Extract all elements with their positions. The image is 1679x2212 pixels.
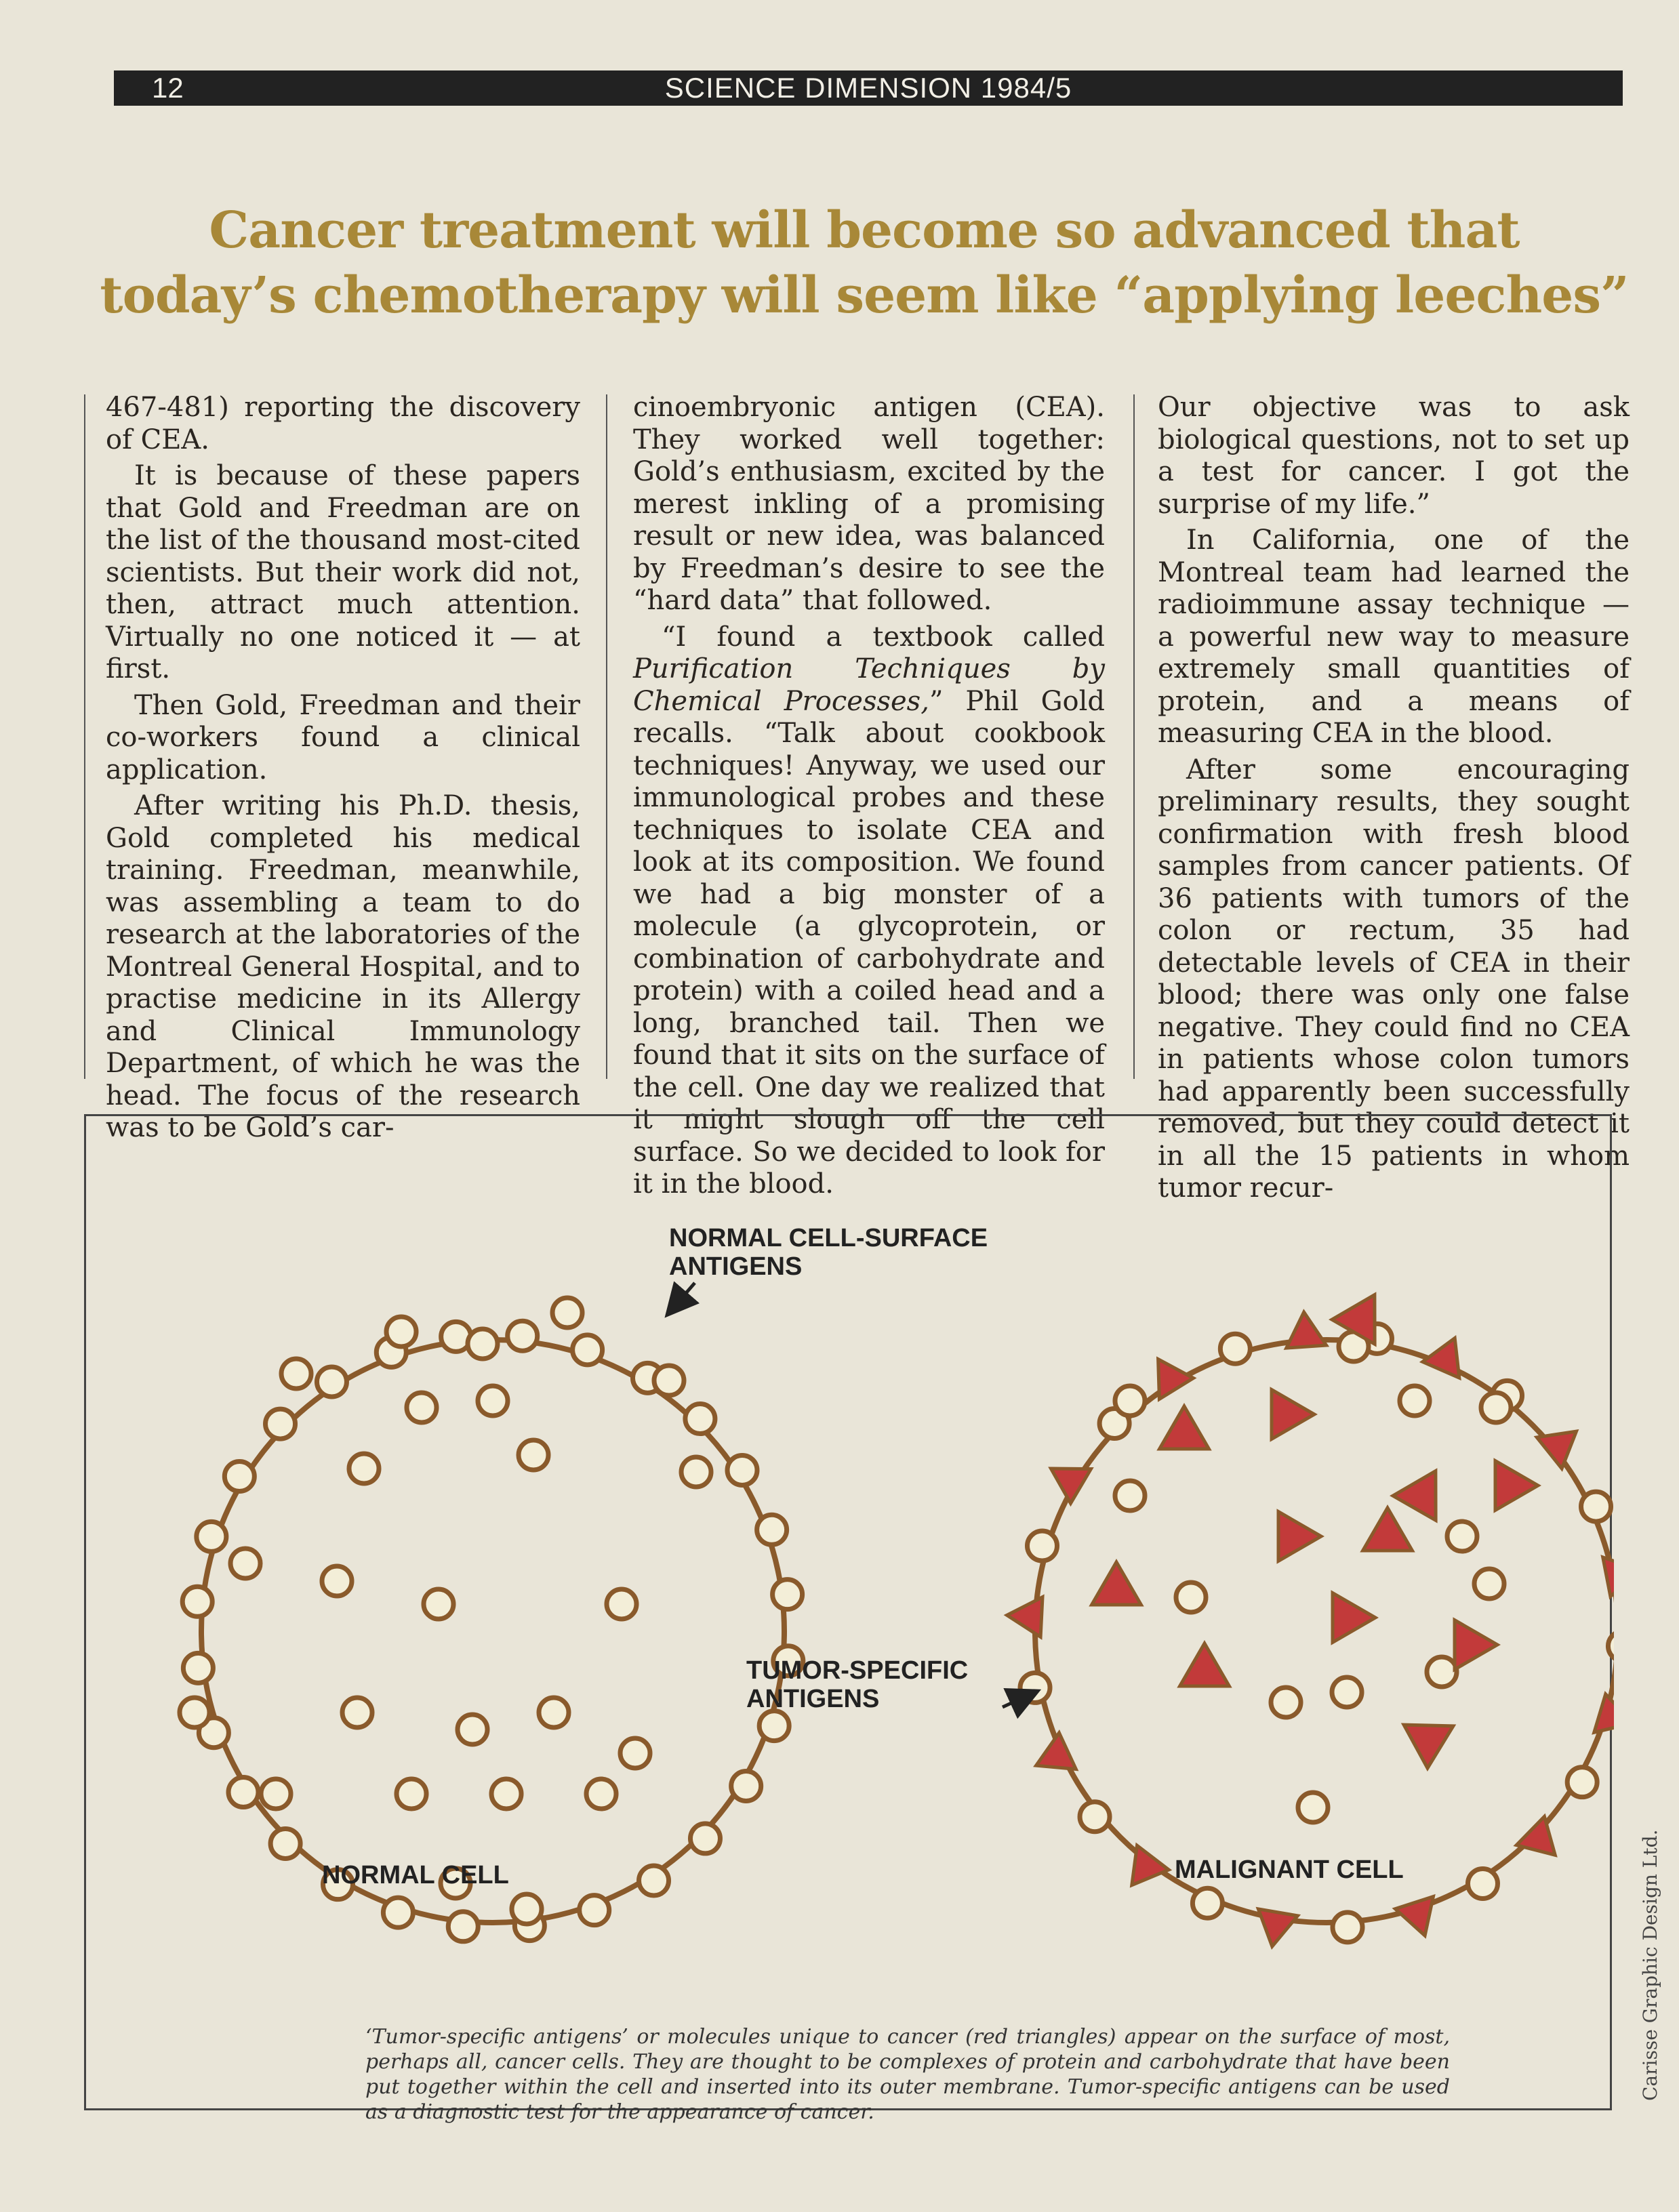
antigen-circle: [491, 1779, 521, 1809]
label-tumor-antigens-line-2: ANTIGENS: [746, 1685, 880, 1713]
column-rule-1: [606, 394, 607, 1079]
antigen-circle: [1333, 1912, 1362, 1942]
column-rule-left: [84, 394, 85, 1079]
paragraph: Then Gold, Freedman and their co-workers found a clinical application.: [106, 689, 580, 785]
antigen-circle: [607, 1589, 636, 1619]
normal-cell: [180, 1298, 803, 1942]
article-column-1: [106, 392, 580, 1143]
antigen-circle: [182, 1586, 212, 1616]
antigen-circle: [261, 1779, 291, 1809]
antigen-circle: [639, 1866, 669, 1896]
antigen-circle: [228, 1778, 258, 1807]
tumor-antigen-triangle: [1158, 1359, 1194, 1399]
antigen-circle: [759, 1711, 789, 1741]
antigen-circle: [397, 1779, 426, 1809]
paragraph: After some encouraging preliminary results, they sought confirmation with fresh blood samples from cancer patients. Of 36 patients with tumors of the colon or rectum, 35 had detectable levels of CEA in their blood; there was only one false negative. They could find no CEA in patients whose colon tumors had apparently been successfully removed, but they could detect it in all the 15 patients in whom tumor recur-: [1158, 754, 1630, 1204]
antigen-circle: [448, 1912, 478, 1942]
tumor-antigen-triangle: [1051, 1469, 1091, 1503]
figure-box: [84, 1114, 1612, 2124]
headline-line-2: today’s chemotherapy will seem like “applying leeches”: [100, 266, 1629, 325]
antigen-circle: [424, 1589, 453, 1619]
article-column-3: [1158, 392, 1630, 1204]
antigen-circle: [458, 1715, 487, 1744]
antigen-circle: [1220, 1334, 1250, 1364]
illustration-credit: Carisse Graphic Design Ltd.: [1639, 1829, 1661, 2101]
tumor-antigen-triangle: [1333, 1593, 1375, 1643]
antigen-circle: [508, 1321, 538, 1351]
antigen-circle: [230, 1549, 260, 1578]
antigen-circle: [727, 1455, 757, 1485]
antigen-circle: [180, 1698, 209, 1727]
label-malignant-cell: MALIGNANT CELL: [1175, 1856, 1404, 1884]
antigen-circle: [731, 1771, 761, 1801]
tumor-antigen-triangle: [1495, 1461, 1538, 1511]
antigen-circle: [322, 1566, 352, 1596]
paragraph: 467-481) reporting the discovery of CEA.: [106, 392, 580, 455]
antigen-circle: [1115, 1386, 1145, 1416]
label-tumor-antigens-line-1: TUMOR-SPECIFIC: [746, 1656, 969, 1685]
antigen-circle: [1400, 1386, 1430, 1416]
article-column-2: [633, 392, 1106, 1200]
tumor-antigen-triangle: [1393, 1471, 1436, 1521]
antigen-circle: [1474, 1569, 1504, 1599]
antigen-circle: [1567, 1767, 1597, 1797]
antigen-circle: [1608, 1631, 1614, 1661]
antigen-circle: [342, 1698, 372, 1727]
tumor-antigen-triangle: [1272, 1390, 1314, 1439]
label-normal-antigens-line-2: ANTIGENS: [669, 1252, 803, 1281]
antigen-circle: [1176, 1582, 1206, 1612]
antigen-circle: [383, 1898, 413, 1927]
tumor-antigen-triangle: [1404, 1725, 1453, 1768]
antigen-circle: [620, 1738, 650, 1768]
antigen-circle: [317, 1367, 346, 1397]
tumor-antigen-triangle: [1007, 1597, 1043, 1637]
antigen-circle: [224, 1462, 254, 1492]
antigen-circle: [1468, 1868, 1497, 1898]
quote-rest: ” Phil Gold recalls. “Talk about cookbook techniques! Anyway, we used our immunological probes and these techniques to isolate CEA and look at its composition. We found we had a big monster of a molecule (a glycoprotein, or combination of carbohydrate and protein) with a coiled head and a long, branched tail. Then we found that it sits on the surface of the cell. One day we realized that it might slough off the cell surface. So we decided to look for it in the blood.: [633, 685, 1106, 1200]
tumor-antigen-triangle: [1603, 1557, 1614, 1597]
paragraph: Our objective was to ask biological questions, not to set up a test for cancer. I got the surprise of my life.”: [1158, 392, 1630, 520]
antigen-circle: [573, 1335, 603, 1365]
magazine-title: SCIENCE DIMENSION 1984/5: [664, 72, 1072, 104]
antigen-circle: [685, 1404, 715, 1434]
book-title: Purification Techniques by Chemical Processes,: [633, 653, 1105, 717]
arrow-normal-antigen: [669, 1283, 695, 1313]
column-rule-2: [1133, 394, 1135, 1079]
antigen-circle: [468, 1329, 498, 1359]
antigen-circle: [586, 1779, 616, 1809]
antigen-circle: [197, 1521, 226, 1551]
antigen-circle: [1271, 1687, 1301, 1717]
cell-diagram: [86, 1116, 1614, 2112]
antigen-circle: [552, 1298, 582, 1328]
antigen-circle: [1427, 1657, 1457, 1687]
tumor-antigen-triangle: [1278, 1512, 1321, 1561]
antigen-circle: [1447, 1521, 1477, 1551]
tumor-antigen-triangle: [1455, 1620, 1497, 1670]
antigen-circle: [1115, 1481, 1145, 1511]
antigen-circle: [407, 1393, 437, 1422]
antigen-circle: [539, 1698, 569, 1727]
label-normal-cell: NORMAL CELL: [322, 1861, 509, 1889]
paragraph: In California, one of the Montreal team had learned the radioimmune assay technique — a powerful new way to measure extremely small quantities of protein, and a means of measuring CEA in the blood.: [1158, 525, 1630, 749]
antigen-circle: [270, 1828, 300, 1858]
tumor-antigen-triangle: [1132, 1845, 1169, 1885]
antigen-circle: [681, 1457, 711, 1487]
antigen-circle: [281, 1359, 311, 1389]
headline-line-1: Cancer treatment will become so advanced that: [209, 201, 1520, 260]
antigen-circle: [266, 1409, 296, 1439]
tumor-antigen-triangle: [1036, 1733, 1076, 1769]
page-number: 12: [152, 72, 184, 104]
paragraph: After writing his Ph.D. thesis, Gold completed his medical training. Freedman, meanwhile, was assembling a team to do research at the laboratories of the Montreal General Hospital, and to practise medicine in its Allergy and Clinical Immunology Department, of which he was the head. The focus of the research was to be Gold’s car-: [106, 790, 580, 1143]
antigen-circle: [654, 1366, 684, 1395]
header-bar: [114, 70, 1623, 106]
tumor-antigen-triangle: [1092, 1562, 1141, 1605]
tumor-antigen-triangle: [1594, 1694, 1614, 1732]
headline: [95, 198, 1634, 328]
antigen-circle: [1080, 1802, 1110, 1832]
tumor-antigen-triangle: [1537, 1431, 1576, 1469]
antigen-circle: [757, 1515, 787, 1544]
antigen-circle: [1192, 1888, 1222, 1918]
tumor-antigen-triangle: [1363, 1508, 1413, 1551]
tumor-antigen-triangle: [1287, 1312, 1327, 1348]
malignant-cell: [1007, 1295, 1614, 1947]
tumor-antigen-triangle: [1258, 1909, 1297, 1946]
tumor-antigen-triangle: [1395, 1897, 1433, 1936]
antigen-circle: [519, 1440, 548, 1470]
antigen-circle: [386, 1317, 416, 1347]
tumor-antigen-triangle: [1160, 1406, 1209, 1449]
paragraph: cinoembryonic antigen (CEA). They worked well together: Gold’s enthusiasm, excited by the merest inkling of a promising result or new idea, was balanced by Freedman’s desire to see the “hard data” that followed.: [633, 392, 1105, 616]
tumor-antigen-triangle: [1180, 1643, 1230, 1686]
paragraph: It is because of these papers that Gold and Freedman are on the list of the thousand most-cited scientists. But their work did not, then, attract much attention. Virtually no one noticed it — at first.: [106, 460, 580, 684]
antigen-circle: [1027, 1531, 1057, 1561]
antigen-circle: [512, 1894, 542, 1924]
antigen-circle: [1481, 1393, 1511, 1422]
antigen-circle: [690, 1824, 720, 1853]
antigen-circle: [183, 1653, 213, 1683]
tumor-antigen-triangle: [1423, 1338, 1459, 1378]
antigen-circle: [349, 1454, 379, 1483]
label-normal-antigens-line-1: NORMAL CELL-SURFACE: [669, 1224, 988, 1252]
antigen-circle: [773, 1580, 803, 1610]
antigen-circle: [1581, 1492, 1611, 1521]
antigen-circle: [1332, 1677, 1362, 1707]
quote-open: “I found a textbook called: [662, 621, 1105, 653]
antigen-circle: [580, 1896, 609, 1925]
figure-caption: ‘Tumor-specific antigens’ or molecules unique to cancer (red triangles) appear on the surface of most, perhaps all, cancer cells. They are thought to be complexes of protein and carbohydrate that have been put together within the cell and inserted into its outer membrane. Tumor-specific antigens can be used as a diagnostic test for the appearance of cancer.: [365, 2025, 1450, 2124]
antigen-circle: [478, 1386, 508, 1416]
antigen-circle: [1298, 1793, 1328, 1822]
